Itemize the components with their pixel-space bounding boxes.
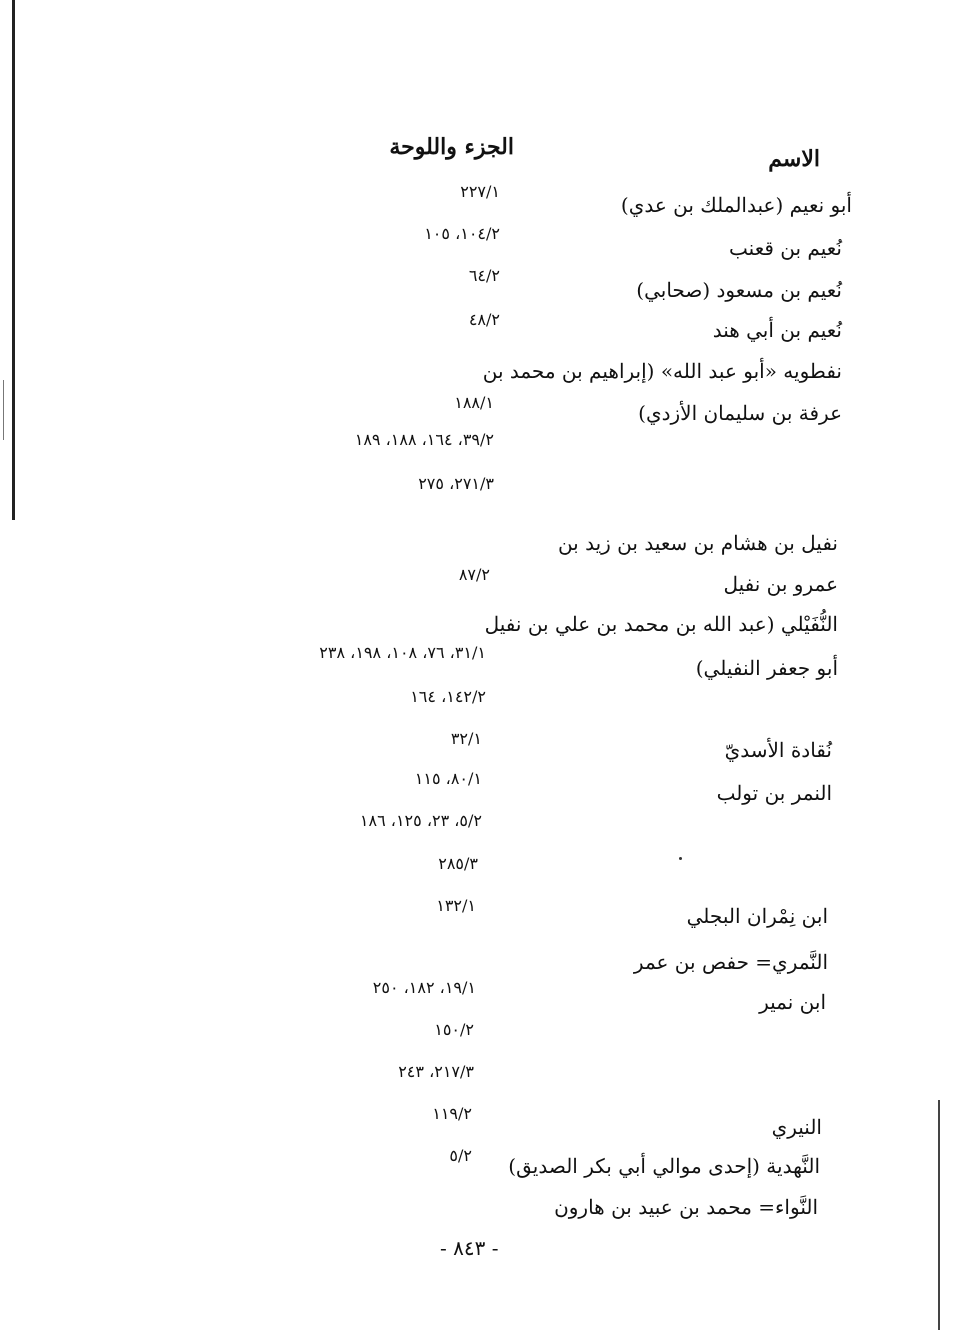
- index-name-entry: عرفة بن سليمان الأزدي): [638, 401, 842, 425]
- index-name-entry: النَّمري= حفص بن عمر: [633, 950, 828, 974]
- index-reference: ١٥٠/٢: [434, 1020, 474, 1039]
- index-name-entry: أبو نعيم (عبدالملك بن عدي): [620, 193, 852, 217]
- index-name-entry: ابن نِمْران البجلي: [686, 904, 828, 928]
- scan-speck: [679, 857, 682, 860]
- index-name-entry: ابن نمير: [759, 990, 826, 1014]
- index-reference: ١٤٢/٢، ١٦٤: [410, 687, 486, 706]
- index-reference: ١٩/١، ١٨٢، ٢٥٠: [372, 978, 476, 997]
- index-name-entry: نُعيم بن مسعود (صحابي): [636, 278, 842, 302]
- index-name-entry: النمر بن تولب: [716, 781, 832, 805]
- scan-edge-line-right: [938, 1100, 940, 1330]
- index-name-entry: نُعيم بن أبي هند: [712, 318, 842, 342]
- index-name-entry: النيري: [771, 1115, 822, 1139]
- index-reference: ١٠٤/٢، ١٠٥: [424, 224, 500, 243]
- page-number: - ٨٤٣ -: [440, 1236, 499, 1260]
- index-name-entry: النَّواء= محمد بن عبيد بن هارون: [554, 1195, 818, 1219]
- index-reference: ٣٩/٢، ١٦٤، ١٨٨، ١٨٩: [354, 430, 494, 449]
- index-reference: ٥/٢: [449, 1146, 472, 1165]
- index-reference: ٢٧١/٣، ٢٧٥: [418, 474, 494, 493]
- index-reference: ١١٩/٢: [432, 1104, 472, 1123]
- scan-edge-line: [12, 0, 15, 520]
- index-reference: ٣١/١، ٧٦، ١٠٨، ١٩٨، ٢٣٨: [319, 643, 486, 662]
- index-reference: ٨٧/٢: [458, 565, 490, 584]
- index-name-entry: نفيل بن هشام بن سعيد بن زيد بن: [557, 531, 838, 555]
- index-name-entry: أبو جعفر النفيلي): [695, 656, 838, 680]
- index-name-entry: النُّفَيْلي (عبد الله بن محمد بن علي بن نفيل: [484, 612, 838, 636]
- scan-edge-mark: [3, 380, 4, 440]
- reference-column-header: الجزء واللوحة: [389, 134, 514, 160]
- index-name-entry: نُعيم بن قعنب: [729, 236, 842, 260]
- index-reference: ١٣٢/١: [436, 896, 476, 915]
- index-reference: ٣٢/١: [450, 729, 482, 748]
- index-reference: ٢٨٥/٣: [438, 854, 478, 873]
- index-reference: ٨٠/١، ١١٥: [414, 769, 482, 788]
- index-reference: ٦٤/٢: [468, 266, 500, 285]
- index-name-entry: نفطويه «أبو عبد الله» (إبراهيم بن محمد بن: [482, 359, 842, 383]
- name-column-header: الاسم: [768, 146, 820, 172]
- index-name-entry: النَّهدية (إحدى موالي أبي بكر الصديق): [508, 1154, 820, 1178]
- index-reference: ٢١٧/٣، ٢٤٣: [398, 1062, 474, 1081]
- index-reference: ١٨٨/١: [454, 393, 494, 412]
- index-reference: ٢٢٧/١: [460, 182, 500, 201]
- index-name-entry: نُقادة الأسديّ: [724, 738, 832, 762]
- index-reference: ٤٨/٢: [468, 310, 500, 329]
- index-reference: ٥/٢، ٢٣، ١٢٥، ١٨٦: [359, 811, 482, 830]
- index-name-entry: عمرو بن نفيل: [723, 572, 838, 596]
